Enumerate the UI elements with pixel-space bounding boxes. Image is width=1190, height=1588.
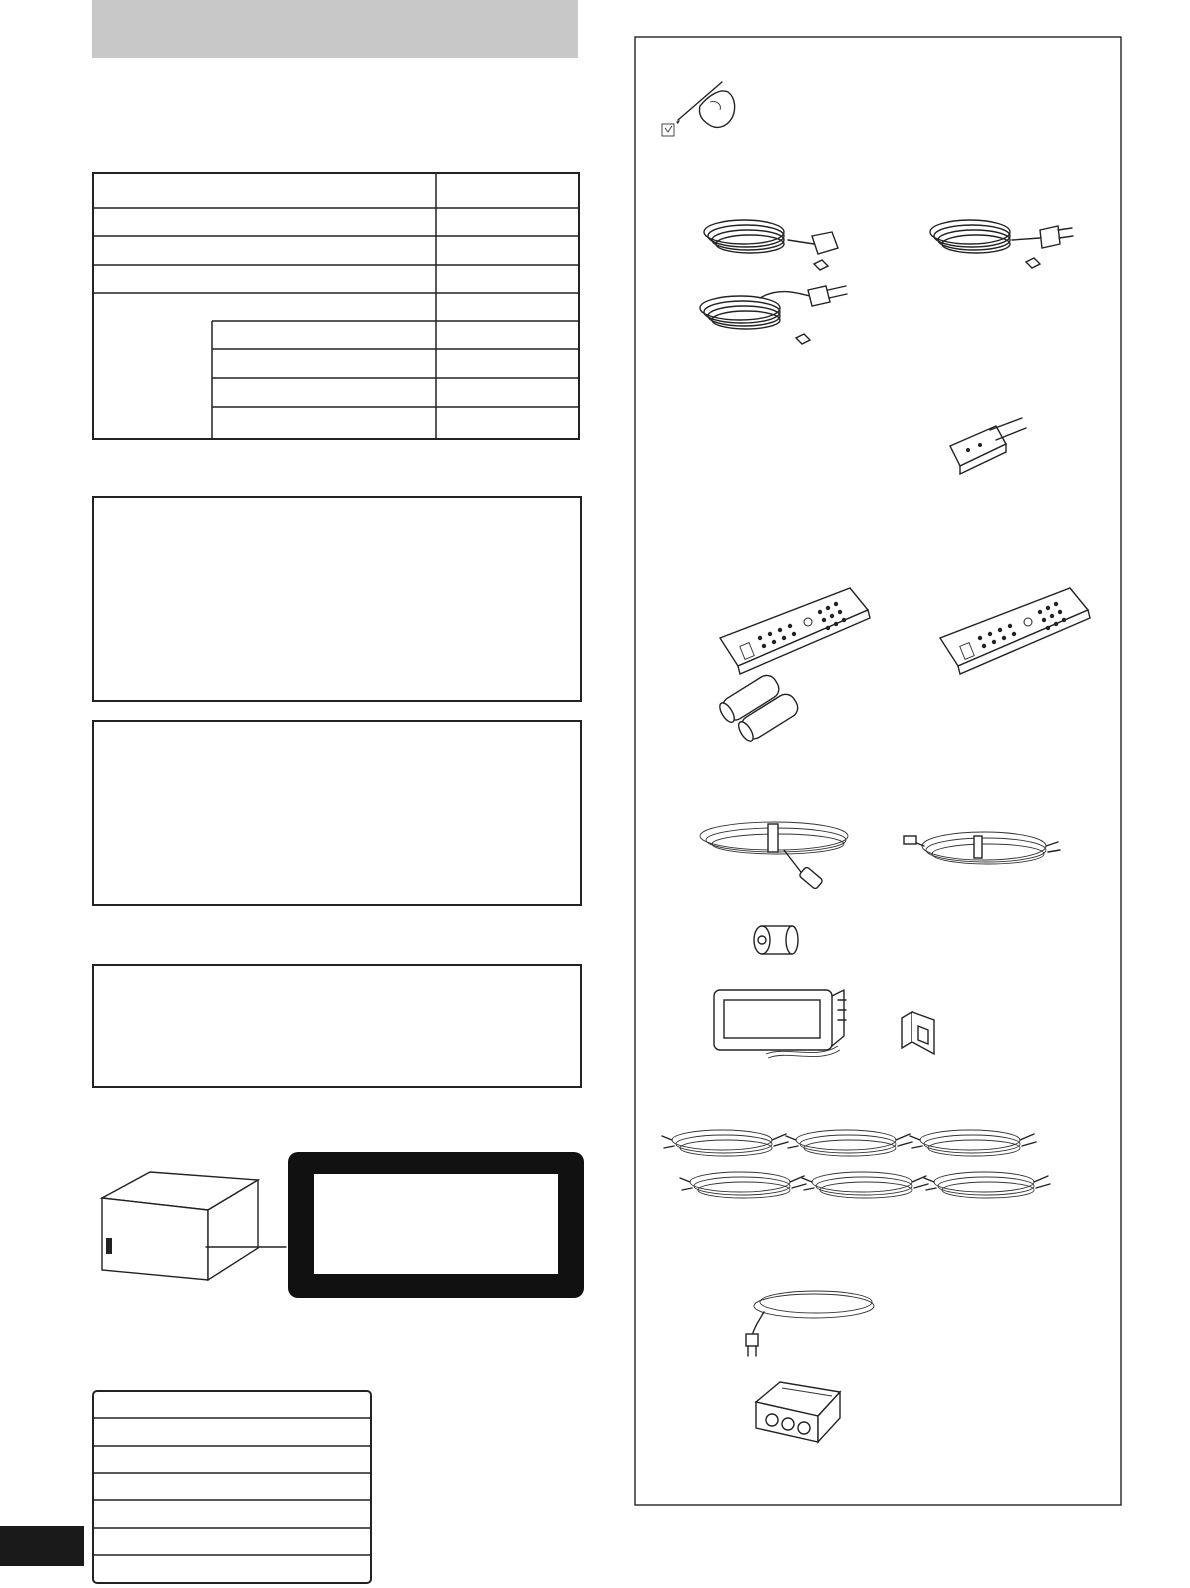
accessories-panel <box>634 36 1124 1508</box>
notice-box-3 <box>92 964 582 1088</box>
main-table <box>92 172 582 442</box>
page-number-tab <box>0 1526 84 1566</box>
notice-box-1 <box>92 496 582 702</box>
notice-box-2 <box>92 720 582 906</box>
ferrite-core-icon <box>754 926 798 954</box>
display-panel-icon <box>714 990 846 1058</box>
header-bar <box>92 0 578 58</box>
unit-illustration <box>96 1150 586 1300</box>
bottom-table <box>92 1390 374 1586</box>
